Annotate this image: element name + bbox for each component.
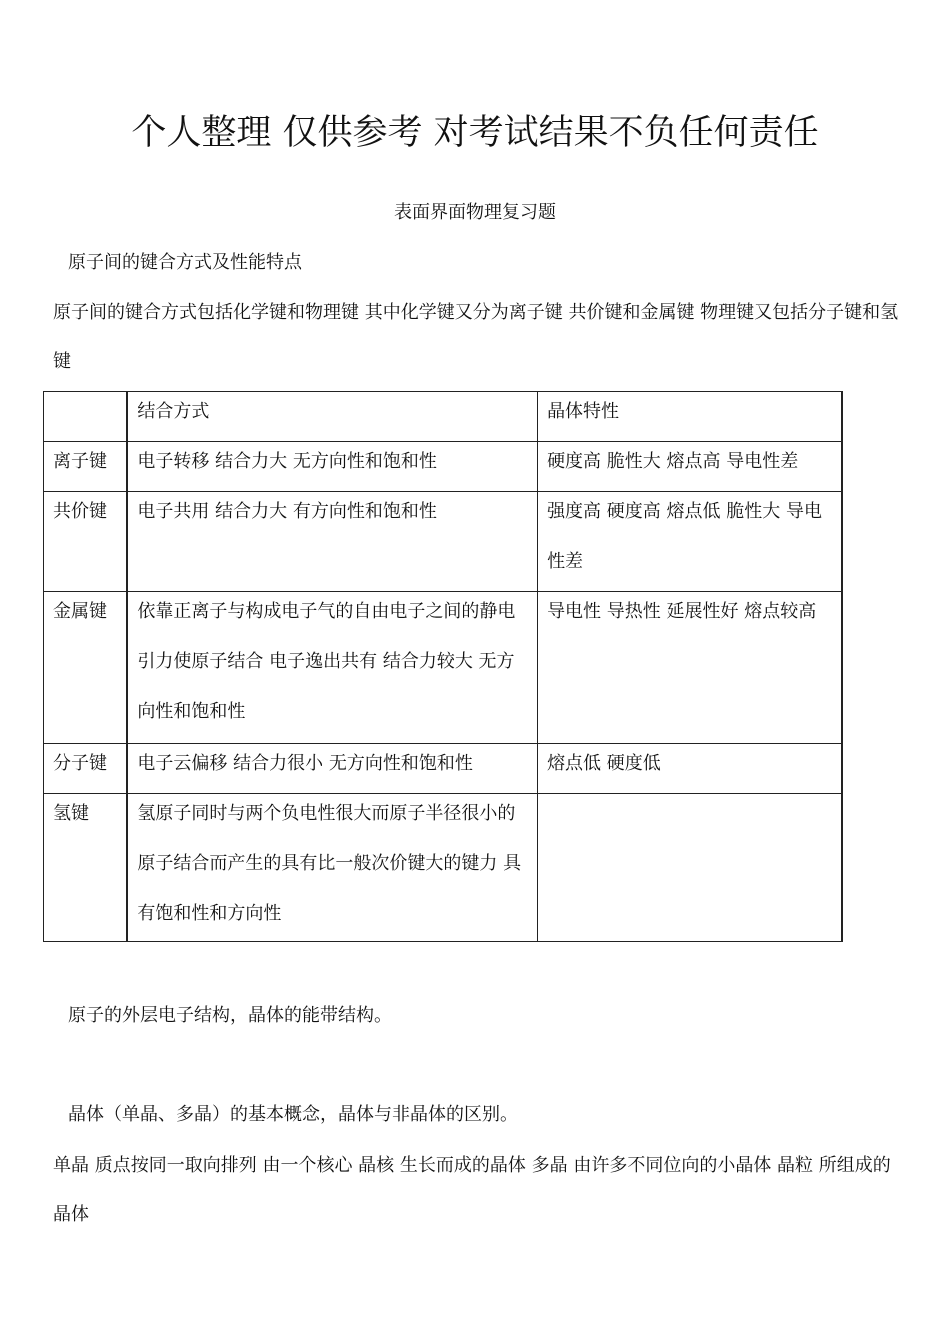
table-row [44, 492, 843, 592]
bond-traits-cell [538, 794, 842, 942]
section-heading-bonding: 原子间的键合方式及性能特点 [68, 252, 302, 273]
bond-traits-cell: 硬度高 脆性大 熔点高 导电性差 [538, 442, 842, 492]
table-row [44, 794, 843, 942]
bond-mode-cell: 电子共用 结合力大 有方向性和饱和性 [127, 492, 537, 592]
table-row [44, 592, 843, 744]
bond-traits-cell: 导电性 导热性 延展性好 熔点较高 [538, 592, 842, 744]
bond-name-cell: 离子键 [44, 442, 128, 492]
crystal-paragraph: 单晶 质点按同一取向排列 由一个核心 晶核 生长而成的晶体 多晶 由许多不同位向的小晶体 晶粒 所组成的晶体 [53, 1155, 891, 1225]
document-title: 表面界面物理复习题 [394, 202, 556, 223]
document-header: 个人整理 仅供参考 对考试结果不负任何责任 [131, 113, 819, 153]
section-heading-electron-structure: 原子的外层电子结构，晶体的能带结构。 [68, 1005, 392, 1026]
table-header-row [44, 392, 843, 442]
bond-table [43, 391, 843, 942]
bond-mode-cell: 依靠正离子与构成电子气的自由电子之间的静电引力使原子结合 电子逸出共有 结合力较大 无方向性和饱和性 [127, 592, 537, 744]
table-row [44, 744, 843, 794]
bond-mode-cell: 氢原子同时与两个负电性很大而原子半径很小的原子结合而产生的具有比一般次价键大的键力 具有饱和性和方向性 [127, 794, 537, 942]
bond-name-cell: 氢键 [44, 794, 128, 942]
bond-name-cell: 金属键 [44, 592, 128, 744]
table-header-cell [44, 392, 128, 442]
bond-name-cell: 分子键 [44, 744, 128, 794]
bond-name-cell: 共价键 [44, 492, 128, 592]
table-row [44, 442, 843, 492]
bond-traits-cell: 强度高 硬度高 熔点低 脆性大 导电性差 [538, 492, 842, 592]
bond-mode-cell: 电子云偏移 结合力很小 无方向性和饱和性 [127, 744, 537, 794]
table-header-cell: 晶体特性 [538, 392, 842, 442]
section-heading-crystal: 晶体（单晶、多晶）的基本概念，晶体与非晶体的区别。 [68, 1104, 518, 1125]
bond-traits-cell: 熔点低 硬度低 [538, 744, 842, 794]
bond-mode-cell: 电子转移 结合力大 无方向性和饱和性 [127, 442, 537, 492]
bonding-paragraph: 原子间的键合方式包括化学键和物理键 其中化学键又分为离子键 共价键和金属键 物理键又包括分子键和氢键 [53, 302, 899, 372]
table-header-cell: 结合方式 [127, 392, 537, 442]
